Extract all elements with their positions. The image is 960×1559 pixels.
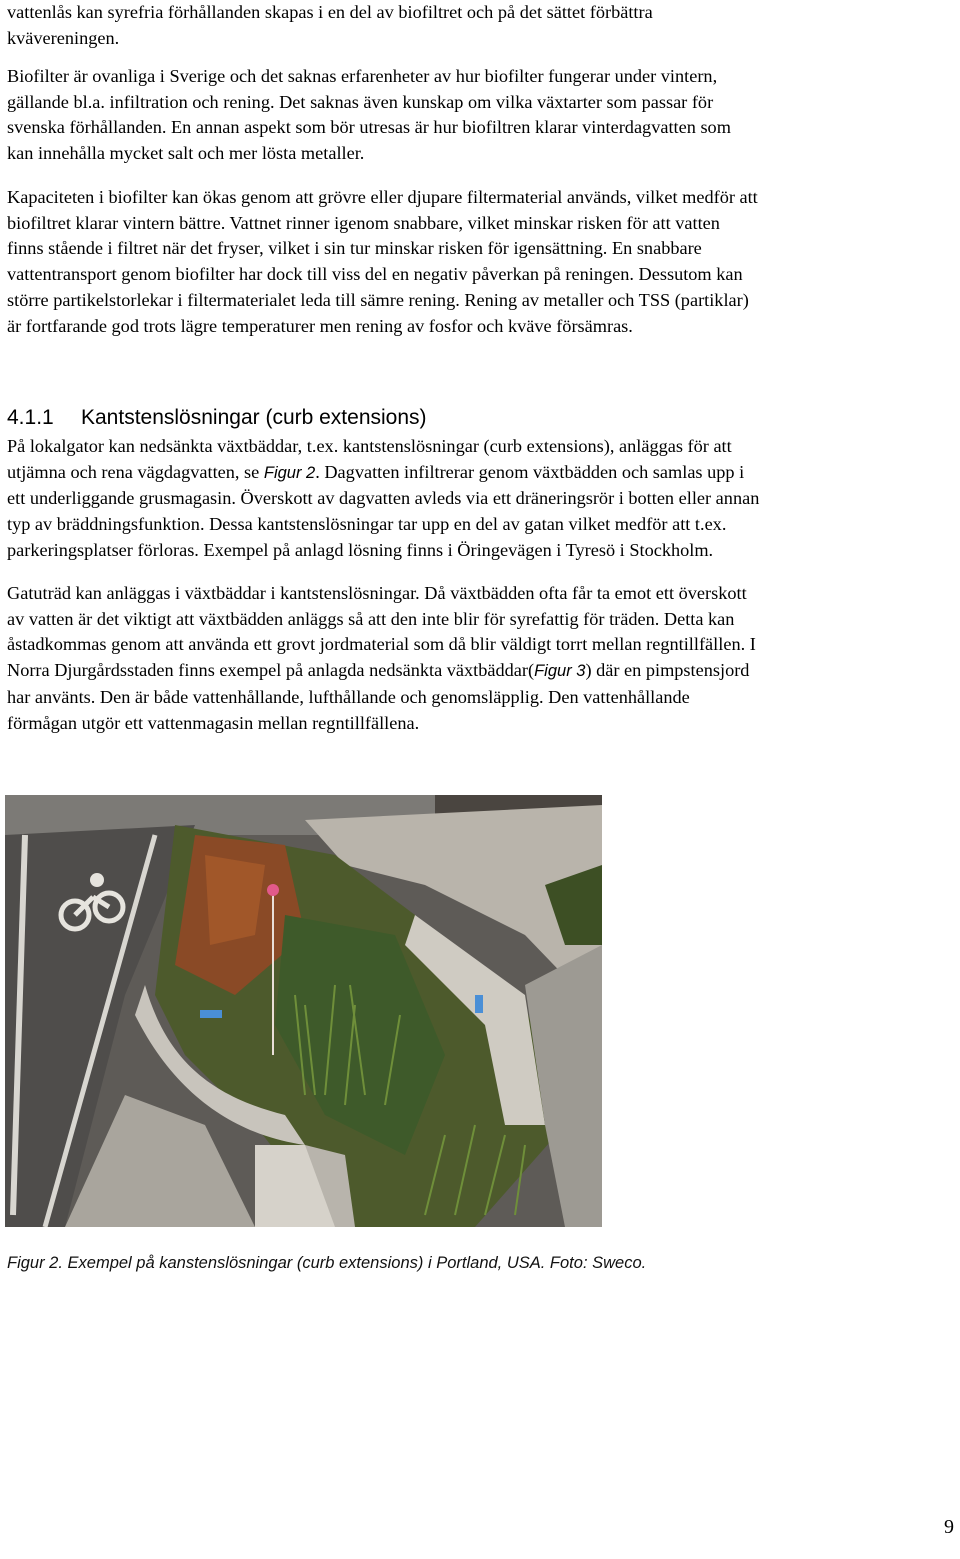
text-line: av vatten är det viktigt att växtbädden anläggs så att den inte blir för syrefattig för träden. Detta kan [7, 608, 735, 629]
section-number: 4.1.1 [7, 406, 54, 429]
text-line: biofiltret klarar vintern bättre. Vattnet rinner igenom snabbare, vilket minskar risken för att vatten [7, 212, 720, 233]
text-line: ) där en pimpstensjord [585, 660, 750, 681]
text-line: förmågan utgör ett vattenmagasin mellan regntillfällena. [7, 712, 420, 733]
text-line: svenska förhållanden. En annan aspekt som bör utresas är hur biofiltren klarar vinterdagvatten som [7, 117, 731, 138]
text-line: är fortfarande god trots lägre temperaturer men rening av fosfor och kväve försämras. [7, 315, 633, 336]
text-line: Norra Djurgårdsstaden finns exempel på anlagda nedsänkta växtbäddar( [7, 660, 535, 681]
text-line: vattentransport genom biofilter har dock till viss del en negativ påverkan på reningen. Dessutom kan [7, 264, 743, 285]
figure-reference-link[interactable]: Figur 2 [263, 463, 316, 482]
section-title: Kantstenslösningar (curb extensions) [81, 406, 427, 429]
figure-photo [5, 795, 602, 1227]
figure-caption: Figur 2. Exempel på kanstenslösningar (curb extensions) i Portland, USA. Foto: Sweco. [7, 1254, 647, 1272]
paragraph-capacity [7, 185, 955, 339]
text-line: Kapaciteten i biofilter kan ökas genom att grövre eller djupare filtermaterial används, vilket medför att [7, 187, 758, 207]
text-line: ett underliggande grusmagasin. Överskott av dagvatten avleds via ett dräneringsrör i botten eller annan [7, 488, 760, 509]
paragraph-nitrogen [7, 0, 955, 51]
text-line: kvävereningen. [7, 27, 120, 48]
text-line: Biofilter är ovanliga i Sverige och det saknas erfarenheter av hur biofilter fungerar under vintern, [7, 66, 718, 86]
text-line: vattenlås kan syrefria förhållanden skapas i en del av biofiltret och på det sättet förbättra [7, 2, 653, 22]
paragraph-curb-extensions [7, 434, 955, 564]
figure-reference-link[interactable]: Figur 3 [534, 662, 586, 681]
text-line: kan innehålla mycket salt och mer lösta metaller. [7, 143, 365, 164]
text-line: åstadkommas genom att använda ett grovt jordmaterial som då blir väldigt torrt mellan regntillfällen. I [7, 634, 756, 655]
text-line: har använts. Den är både vattenhållande, lufthållande och genomsläpplig. Den vattenhållande [7, 686, 690, 707]
text-line: parkeringsplatser förloras. Exempel på anlagd lösning finns i Öringevägen i Tyresö i Stockholm. [7, 539, 714, 560]
text-line: finns stående i filtret när det fryser, vilket i sin tur minskar risken för igensättning. En snabbare [7, 238, 702, 259]
text-line: På lokalgator kan nedsänkta växtbäddar, t.ex. kantstenslösningar (curb extensions), anläggas för att [7, 436, 732, 456]
curb-extension-photo [5, 795, 602, 1227]
page-number: 9 [944, 1516, 954, 1538]
text-line: gällande bl.a. infiltration och rening. Det saknas även kunskap om vilka växtarter som passar för [7, 91, 714, 112]
text-line: Gatuträd kan anläggas i växtbäddar i kantstenslösningar. Då växtbädden ofta får ta emot ett överskott [7, 583, 747, 603]
text-line: . Dagvatten infiltrerar genom växtbädden och samlas upp i [315, 461, 745, 482]
text-line: större partikelstorlekar i filtermaterialet leda till sämre rening. Rening av metaller och TSS (partiklar) [7, 289, 749, 310]
paragraph-street-trees [7, 581, 955, 736]
text-line: utjämna och rena vägdagvatten, se [7, 461, 264, 482]
section-heading [7, 404, 427, 432]
paragraph-biofilter-sweden [7, 64, 955, 167]
text-line: typ av bräddningsfunktion. Dessa kantstenslösningar tar upp en del av gatan vilket medför att t.ex. [7, 514, 727, 535]
